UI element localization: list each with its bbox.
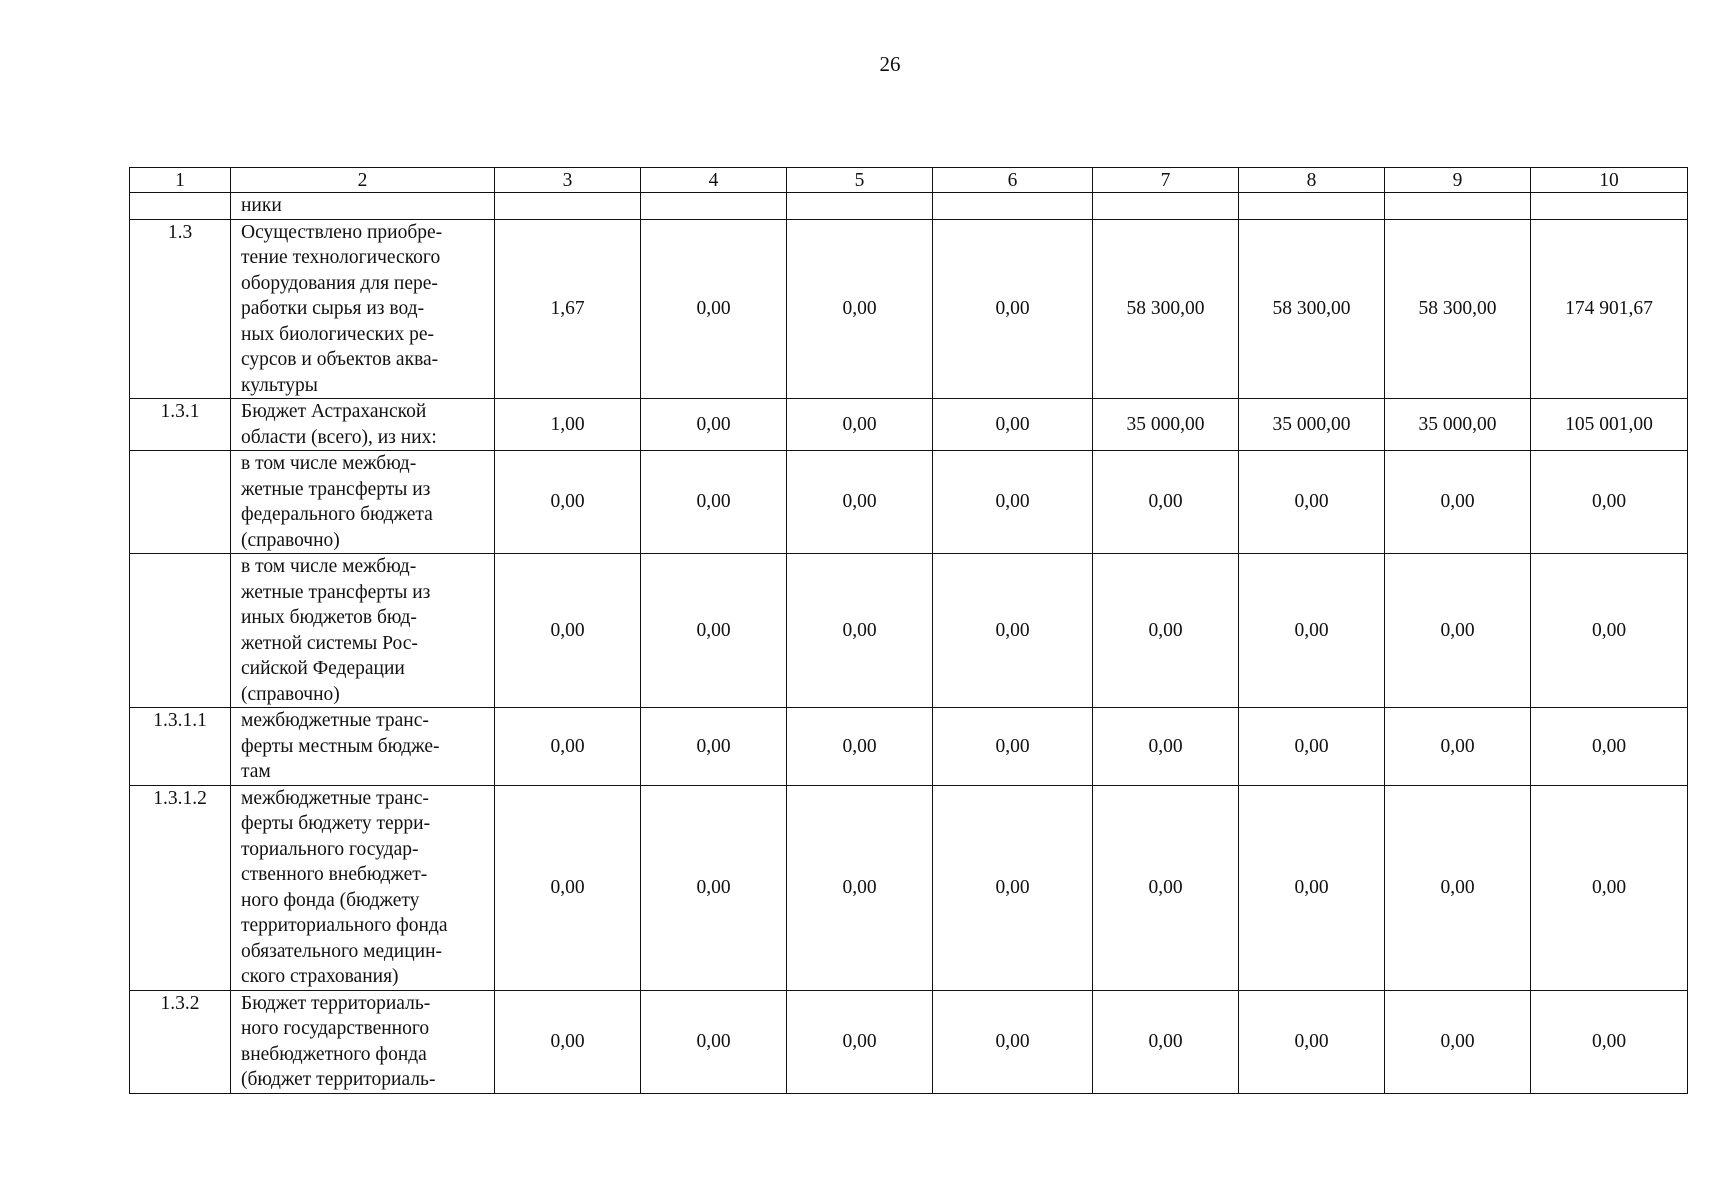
description-line: ного государственного [241, 1018, 430, 1039]
row-number-cell: 1.3.2 [130, 990, 231, 1093]
table-row [130, 554, 1688, 708]
table-row [130, 785, 1688, 990]
description-line: тение технологического [241, 247, 441, 268]
value-cell: 0,00 [1385, 990, 1531, 1093]
table-row [130, 219, 1688, 399]
row-number-cell: 1.3.1 [130, 399, 231, 451]
column-number-cell: 6 [933, 168, 1093, 193]
description-line: межбюджетные транс- [241, 710, 429, 731]
description-line: федерального бюджета [241, 504, 433, 525]
value-cell: 0,00 [933, 451, 1093, 554]
value-cell: 0,00 [933, 219, 1093, 399]
value-cell: 0,00 [1385, 708, 1531, 786]
value-cell: 0,00 [787, 399, 933, 451]
value-cell: 0,00 [641, 785, 787, 990]
column-number-cell: 2 [231, 168, 495, 193]
description-line: территориального фонда [241, 915, 448, 936]
description-line: области (всего), из них: [241, 426, 437, 448]
value-cell: 0,00 [641, 554, 787, 708]
value-cell: 0,00 [1239, 785, 1385, 990]
description-line: ники [241, 195, 282, 216]
row-description-cell [231, 785, 495, 990]
row-description-cell [231, 193, 495, 220]
column-number-cell: 4 [641, 168, 787, 193]
value-cell: 0,00 [1239, 708, 1385, 786]
description-line: ных биологических ре- [241, 323, 434, 345]
description-line: ского страхования) [241, 966, 399, 987]
row-description-cell [231, 219, 495, 399]
value-cell: 0,00 [1093, 990, 1239, 1093]
row-description-cell [231, 399, 495, 451]
value-cell: 0,00 [495, 451, 641, 554]
value-cell: 58 300,00 [1093, 219, 1239, 399]
description-line: ферты бюджету терри- [241, 813, 431, 834]
table-row [130, 990, 1688, 1093]
description-line: (справочно) [241, 529, 340, 551]
value-cell: 0,00 [1239, 451, 1385, 554]
value-cell: 58 300,00 [1239, 219, 1385, 399]
value-cell: 0,00 [1531, 554, 1688, 708]
value-cell: 1,00 [495, 399, 641, 451]
row-number-cell [130, 451, 231, 554]
row-number-cell: 1.3 [130, 219, 231, 399]
value-cell: 35 000,00 [1093, 399, 1239, 451]
description-line: ториального государ- [241, 838, 419, 860]
description-line: Бюджет территориаль- [241, 992, 431, 1014]
value-cell: 0,00 [787, 708, 933, 786]
value-cell: 0,00 [641, 990, 787, 1093]
value-cell: 0,00 [1531, 451, 1688, 554]
value-cell: 0,00 [787, 219, 933, 399]
value-cell: 35 000,00 [1239, 399, 1385, 451]
row-description-cell [231, 708, 495, 786]
column-number-cell: 9 [1385, 168, 1531, 193]
column-number-cell: 1 [130, 168, 231, 193]
value-cell: 0,00 [495, 785, 641, 990]
description-line: ного фонда (бюджету [241, 889, 420, 911]
value-cell: 0,00 [933, 399, 1093, 451]
column-number-cell: 7 [1093, 168, 1239, 193]
value-cell: 0,00 [641, 219, 787, 399]
table-row [130, 708, 1688, 786]
value-cell: 0,00 [495, 554, 641, 708]
column-number-row [130, 168, 1688, 193]
value-cell [495, 193, 641, 220]
description-line: жетные трансферты из [241, 581, 431, 603]
budget-table [129, 167, 1688, 1094]
row-number-cell [130, 193, 231, 220]
description-line: в том числе межбюд- [241, 453, 417, 474]
table-row [130, 399, 1688, 451]
description-line: оборудования для пере- [241, 272, 438, 294]
value-cell: 0,00 [495, 990, 641, 1093]
value-cell [641, 193, 787, 220]
description-line: работки сырья из вод- [241, 298, 425, 319]
value-cell: 0,00 [1531, 708, 1688, 786]
description-line: (бюджет территориаль- [241, 1069, 436, 1090]
value-cell [1531, 193, 1688, 220]
column-number-cell: 3 [495, 168, 641, 193]
description-line: там [241, 761, 271, 782]
value-cell: 0,00 [933, 708, 1093, 786]
table-row [130, 451, 1688, 554]
value-cell [787, 193, 933, 220]
value-cell: 0,00 [1093, 554, 1239, 708]
value-cell: 0,00 [933, 554, 1093, 708]
description-line: иных бюджетов бюд- [241, 607, 417, 628]
row-number-cell: 1.3.1.1 [130, 708, 231, 786]
row-description-cell [231, 554, 495, 708]
table-row [130, 193, 1688, 220]
value-cell: 0,00 [1239, 554, 1385, 708]
description-line: в том числе межбюд- [241, 556, 417, 577]
table-body [130, 168, 1688, 1094]
value-cell: 58 300,00 [1385, 219, 1531, 399]
page-number: 26 [879, 52, 901, 76]
value-cell: 0,00 [787, 990, 933, 1093]
value-cell: 0,00 [787, 451, 933, 554]
value-cell: 0,00 [933, 785, 1093, 990]
column-number-cell: 8 [1239, 168, 1385, 193]
description-line: межбюджетные транс- [241, 787, 429, 809]
value-cell: 0,00 [641, 708, 787, 786]
value-cell: 0,00 [495, 708, 641, 786]
value-cell: 0,00 [1531, 785, 1688, 990]
row-number-cell: 1.3.1.2 [130, 785, 231, 990]
description-line: культуры [241, 374, 318, 396]
value-cell: 0,00 [641, 399, 787, 451]
value-cell: 0,00 [933, 990, 1093, 1093]
description-line: Осуществлено приобре- [241, 221, 443, 243]
value-cell: 0,00 [1093, 708, 1239, 786]
value-cell: 105 001,00 [1531, 399, 1688, 451]
description-line: внебюджетного фонда [241, 1043, 427, 1065]
value-cell: 0,00 [1093, 451, 1239, 554]
description-line: сурсов и объектов аква- [241, 349, 439, 370]
value-cell: 174 901,67 [1531, 219, 1688, 399]
value-cell: 0,00 [641, 451, 787, 554]
value-cell [1239, 193, 1385, 220]
value-cell: 0,00 [1385, 554, 1531, 708]
description-line: жетной системы Рос- [241, 632, 418, 654]
value-cell: 0,00 [1385, 451, 1531, 554]
row-number-cell [130, 554, 231, 708]
description-line: обязательного медицин- [241, 940, 443, 962]
value-cell: 1,67 [495, 219, 641, 399]
value-cell [1385, 193, 1531, 220]
row-description-cell [231, 451, 495, 554]
description-line: ферты местным бюдже- [241, 735, 440, 757]
value-cell: 35 000,00 [1385, 399, 1531, 451]
value-cell [1093, 193, 1239, 220]
value-cell: 0,00 [1385, 785, 1531, 990]
value-cell: 0,00 [1531, 990, 1688, 1093]
value-cell: 0,00 [1239, 990, 1385, 1093]
description-line: жетные трансферты из [241, 478, 431, 500]
description-line: сийской Федерации [241, 658, 405, 679]
description-line: (справочно) [241, 683, 340, 705]
value-cell [933, 193, 1093, 220]
value-cell: 0,00 [1093, 785, 1239, 990]
row-description-cell [231, 990, 495, 1093]
description-line: Бюджет Астраханской [241, 401, 427, 422]
column-number-cell: 5 [787, 168, 933, 193]
value-cell: 0,00 [787, 785, 933, 990]
column-number-cell: 10 [1531, 168, 1688, 193]
value-cell: 0,00 [787, 554, 933, 708]
description-line: ственного внебюджет- [241, 864, 428, 885]
